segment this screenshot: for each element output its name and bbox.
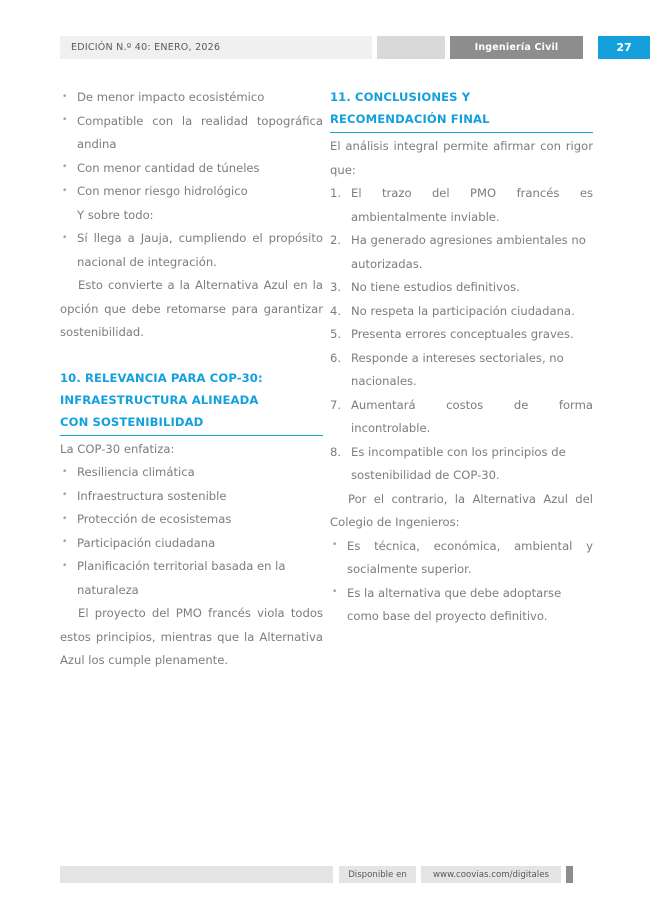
list-item: Responde a intereses sectoriales, no nacionales.: [351, 350, 564, 388]
header-section-label: Ingeniería Civil: [450, 36, 583, 59]
list-item: • De menor impacto ecosistémico: [60, 86, 323, 110]
list-item: • Con menor cantidad de túneles: [60, 157, 323, 181]
list-item: • Es la alternativa que debe adoptarse como base del proyecto definitivo.: [330, 582, 593, 629]
list-interjection: Y sobre todo:: [77, 207, 154, 222]
left-paragraph-1: Esto convierte a la Alternativa Azul en la opción que debe retomarse para garantizar sostenibilidad.: [60, 278, 323, 339]
section-11-heading: [330, 86, 593, 133]
footer-end-marker: [566, 866, 573, 883]
list-item: • Infraestructura sostenible: [60, 485, 323, 509]
conclusions-numbered-list: [330, 182, 593, 488]
list-item: • Compatible con la realidad topográfica andina: [60, 110, 323, 157]
list-item: • Planificación territorial basada en la naturaleza: [60, 555, 323, 602]
list-item: • Participación ciudadana: [60, 532, 323, 556]
footer-url[interactable]: www.coovias.com/digitales: [421, 866, 561, 883]
section-10-heading-line-2: INFRAESTRUCTURA ALINEADA: [60, 392, 259, 407]
section-10-heading-line-3: CON SOSTENIBILIDAD: [60, 411, 323, 436]
section-10-heading: [60, 367, 323, 436]
right-closing-intro: Por el contrario, la Alternativa Azul del Colegio de Ingenieros:: [330, 491, 593, 529]
section-10-heading-line-1: 10. RELEVANCIA PARA COP-30:: [60, 370, 263, 385]
page-header: [60, 36, 650, 59]
footer-tail: [573, 866, 650, 883]
list-item: • Es técnica, económica, ambiental y socialmente superior.: [330, 535, 593, 582]
list-item: Presenta errores conceptuales graves.: [351, 327, 574, 341]
list-item: No tiene estudios definitivos.: [351, 280, 520, 294]
footer-bar-block: [60, 866, 333, 883]
list-item: Aumentará costos de forma incontrolable.: [351, 397, 593, 435]
header-spacer-3: [583, 36, 598, 59]
list-item: No respeta la participación ciudadana.: [351, 303, 575, 318]
left-paragraph-2: El proyecto del PMO francés viola todos estos principios, mientras que la Alternativa Azul los cumple plenamente.: [60, 606, 323, 667]
left-top-bullet-list: [60, 86, 323, 274]
closing-bullet-list: [330, 535, 593, 629]
list-item: • Sí llega a Jauja, cumpliendo el propósito nacional de integración.: [60, 227, 323, 274]
list-item: El trazo del PMO francés es ambientalmente inviable.: [351, 186, 593, 224]
cop-bullet-list: [60, 461, 323, 602]
footer-available-label: Disponible en: [339, 866, 416, 883]
cop-intro-text: La COP-30 enfatiza:: [60, 441, 175, 456]
section-11-heading-line-1: 11. CONCLUSIONES Y: [330, 90, 471, 104]
list-item: • Protección de ecosistemas: [60, 508, 323, 532]
right-intro-text: El análisis integral permite afirmar con rigor que:: [330, 139, 593, 177]
list-item: • Con menor riesgo hidrológico: [60, 180, 323, 204]
header-edition-label: EDICIÓN N.º 40: ENERO, 2026: [60, 36, 372, 59]
list-item: • Resiliencia climática: [60, 461, 323, 485]
section-11-heading-line-2: RECOMENDACIÓN FINAL: [330, 108, 593, 133]
left-column: [60, 86, 323, 673]
header-page-number: 27: [598, 36, 650, 59]
right-column: [330, 86, 593, 629]
page-footer: [60, 866, 650, 883]
list-item: Ha generado agresiones ambientales no autorizadas.: [351, 233, 586, 271]
header-blank-block: [377, 36, 445, 59]
list-item: Es incompatible con los principios de sostenibilidad de COP-30.: [351, 444, 566, 482]
